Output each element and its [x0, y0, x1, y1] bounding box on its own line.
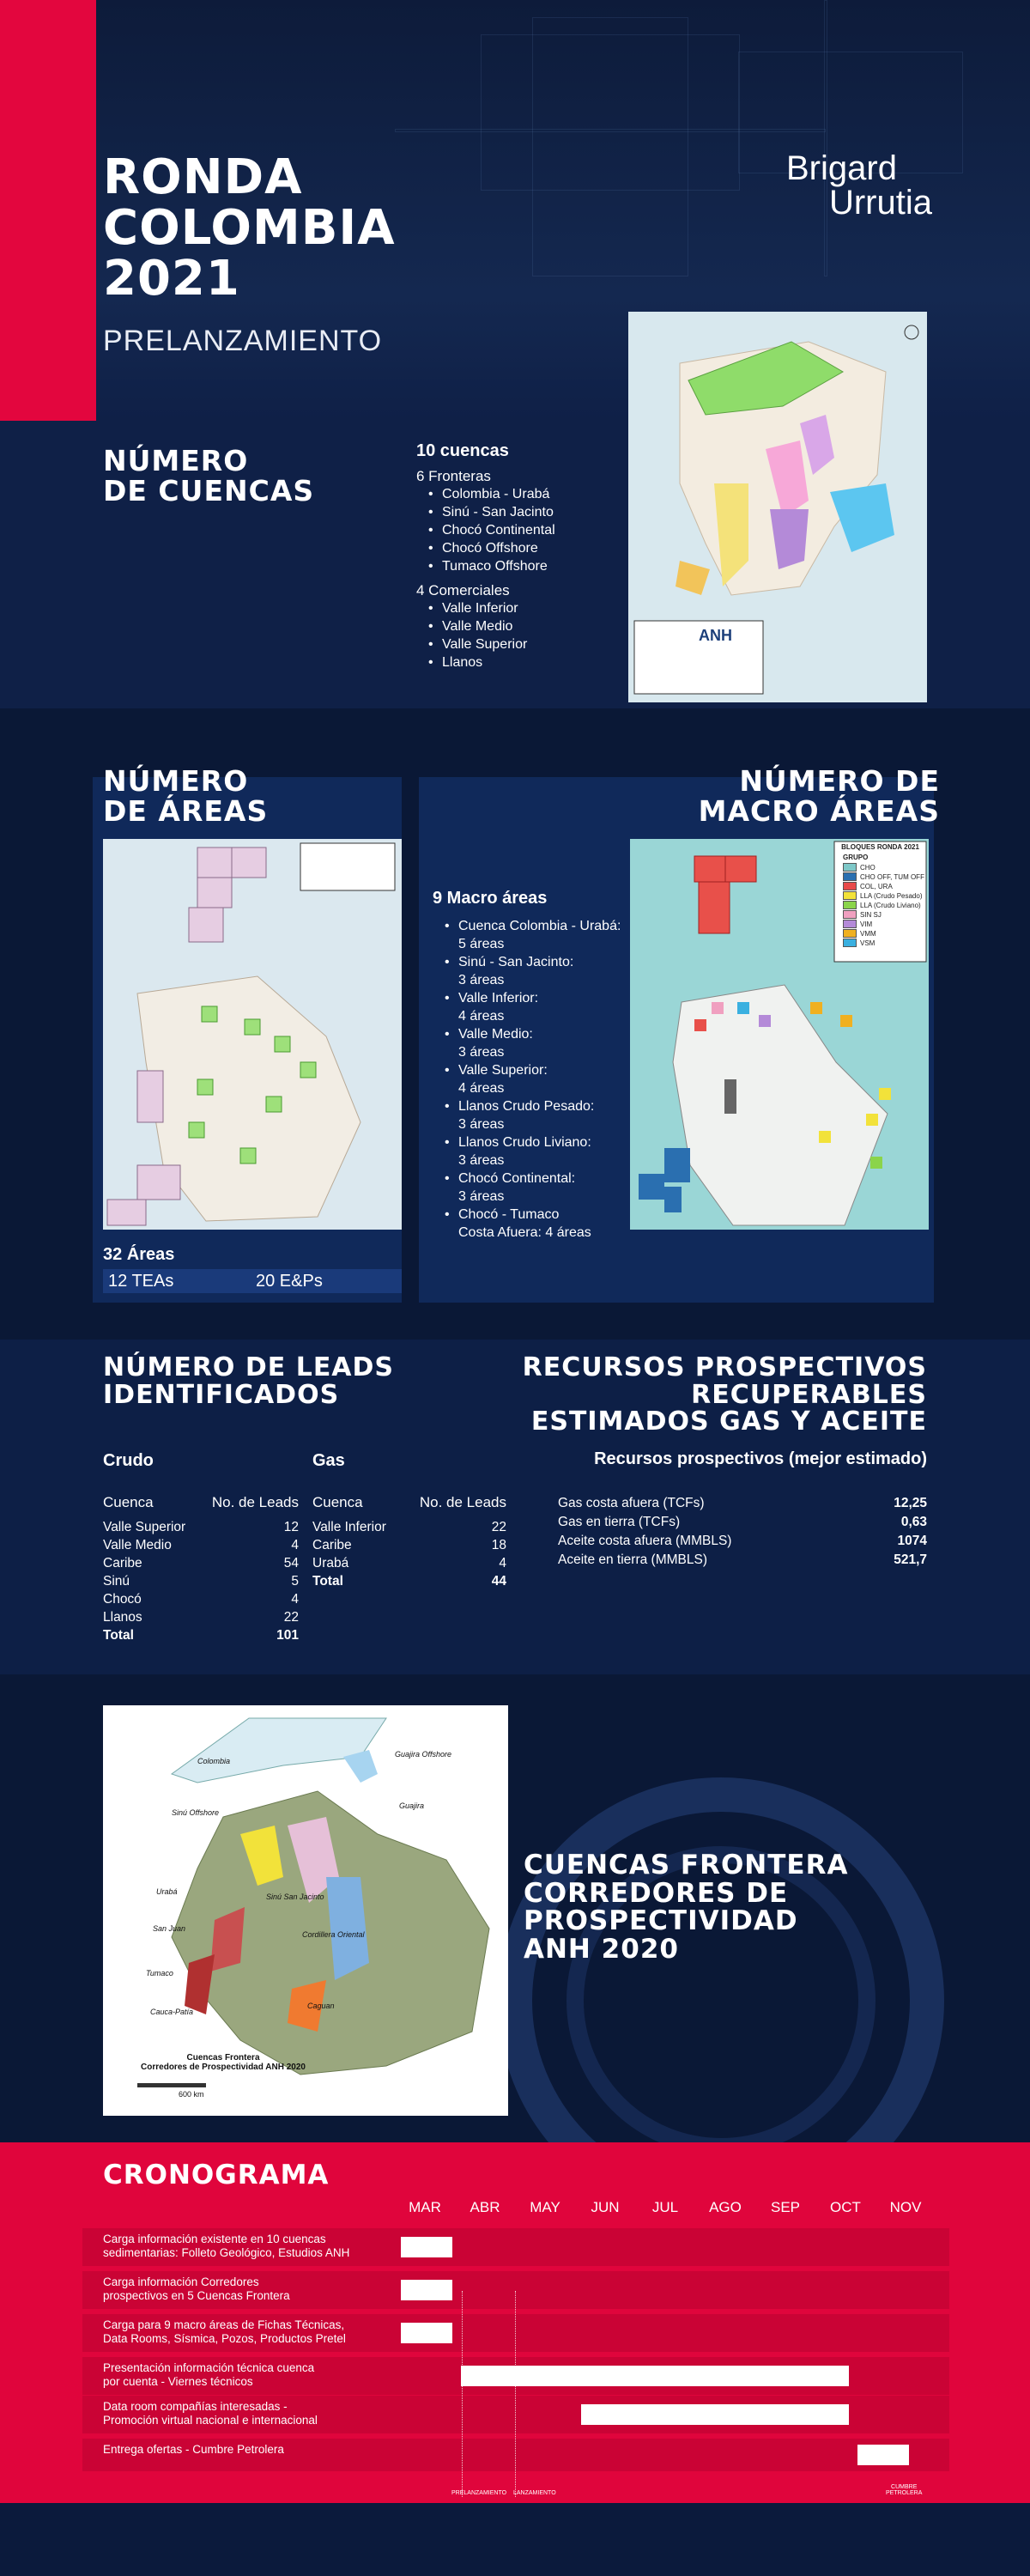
heading-line: NÚMERO DE — [739, 764, 940, 798]
heading-line: DE CUENCAS — [103, 473, 315, 507]
legend-swatch — [843, 920, 857, 928]
macro-area-name: • Valle Medio: — [458, 1027, 533, 1042]
macro-area-item — [433, 953, 630, 989]
map-label: San Juan — [153, 1924, 186, 1933]
leads-section — [0, 1340, 1030, 1674]
crudo-rows — [103, 1518, 299, 1644]
gantt-row — [82, 2396, 949, 2433]
label-line: Entrega ofertas - Cumbre Petrolera — [103, 2443, 284, 2456]
heading-line: CORREDORES DE — [524, 1877, 789, 1909]
leads-heading — [103, 1354, 394, 1408]
macro-area-item — [433, 1061, 630, 1097]
macro-list-items — [433, 917, 630, 1242]
legend-items — [836, 863, 924, 947]
label-line: Carga para 9 macro áreas de Fichas Técnicas, — [103, 2318, 345, 2331]
macro-area-name: • Valle Superior: — [458, 1063, 548, 1078]
areas-heading — [103, 764, 269, 828]
commercial-list — [416, 599, 614, 671]
label-line: Presentación información técnica cuenca — [103, 2361, 315, 2374]
macro-area-name: • Valle Inferior: — [458, 991, 539, 1005]
macro-area-name: • Llanos Crudo Liviano: — [458, 1135, 591, 1150]
label-line: Carga información Corredores — [103, 2275, 259, 2288]
map-label: Cordillera Oriental — [302, 1930, 365, 1939]
basin-name: Sinú — [103, 1574, 130, 1589]
basins-total: 10 cuencas — [416, 441, 509, 460]
basin-name: Chocó — [103, 1592, 142, 1607]
label-line: Data Rooms, Sísmica, Pozos, Productos Pretel — [103, 2332, 346, 2345]
cronograma-title: CRONOGRAMA — [103, 2160, 330, 2190]
legend-item — [843, 863, 924, 872]
table-total-row — [103, 1626, 299, 1644]
total-label: Total — [312, 1574, 343, 1589]
background-decoration — [532, 17, 688, 276]
macro-area-count: 5 áreas — [458, 937, 505, 951]
section-divider — [0, 1305, 1030, 1340]
macro-area-count: 3 áreas — [458, 1189, 505, 1204]
legend-label: VMM — [860, 929, 876, 938]
total-value: 44 — [491, 1574, 506, 1589]
col-leads: No. de Leads — [419, 1494, 506, 1510]
gantt-row — [82, 2271, 949, 2309]
gantt-bar — [401, 2323, 452, 2343]
brand-line: Brigard — [786, 149, 897, 187]
heading-line: DE ÁREAS — [103, 793, 269, 828]
basin-name: Valle Medio — [103, 1538, 172, 1552]
lead-count: 4 — [291, 1538, 299, 1552]
gantt-row-label — [103, 2318, 429, 2346]
month-label: JUL — [651, 2199, 679, 2215]
basin-name: Caribe — [103, 1556, 142, 1571]
lead-count: 4 — [499, 1556, 506, 1571]
legend-swatch — [843, 910, 857, 919]
gantt-row-label — [103, 2400, 429, 2427]
areas-map-graphic — [103, 839, 402, 1230]
resource-row — [558, 1532, 927, 1551]
basin-name: Urabá — [312, 1556, 349, 1571]
table-row — [103, 1572, 299, 1590]
macro-area-item — [433, 1206, 630, 1242]
macro-area-name: • Chocó - Tumaco — [458, 1207, 560, 1222]
month-label: ABR — [470, 2199, 500, 2215]
resource-name: Gas costa afuera (TCFs) — [558, 1496, 705, 1510]
milestone-line-text: CUMBRE — [891, 2484, 918, 2490]
resource-value: 1074 — [897, 1534, 927, 1548]
month-label: MAR — [409, 2199, 441, 2215]
legend-label: CHO — [860, 863, 876, 872]
crudo-header — [103, 1494, 299, 1511]
label-line: Data room compañías interesadas - — [103, 2400, 288, 2413]
areas-total: 32 Áreas — [103, 1245, 175, 1264]
background-decoration — [395, 129, 826, 132]
background-decoration — [824, 0, 827, 276]
table-row — [103, 1536, 299, 1554]
teas-count: 12 TEAs — [108, 1272, 174, 1291]
frontier-basin-item: • Chocó Continental — [416, 521, 614, 539]
brand-line: Urrutia — [828, 184, 932, 222]
table-row — [312, 1518, 506, 1536]
caption-line: Cuencas Frontera — [186, 2053, 260, 2063]
legend-swatch — [843, 891, 857, 900]
resource-name: Gas en tierra (TCFs) — [558, 1515, 681, 1529]
anh-logo: ANH — [699, 627, 732, 644]
map-label: Tumaco — [146, 1969, 173, 1978]
table-row — [103, 1518, 299, 1536]
heading-line: MACRO ÁREAS — [698, 793, 940, 828]
legend-swatch — [843, 929, 857, 938]
month-label: AGO — [709, 2199, 742, 2215]
macro-total: 9 Macro áreas — [433, 889, 548, 908]
commercial-title: 4 Comerciales — [416, 582, 510, 598]
basin-name: Llanos — [103, 1610, 142, 1625]
basins-section — [0, 421, 1030, 708]
lead-count: 5 — [291, 1574, 299, 1589]
total-value: 101 — [276, 1628, 299, 1643]
macro-panel — [419, 764, 940, 1303]
legend-label: LLA (Crudo Pesado) — [860, 891, 923, 900]
macro-area-count: 4 áreas — [458, 1081, 505, 1096]
resource-value: 0,63 — [900, 1515, 927, 1529]
heading-line: NÚMERO DE LEADS — [103, 1352, 395, 1382]
milestone-line-text: PETROLERA — [886, 2490, 923, 2496]
lead-count: 12 — [283, 1520, 299, 1534]
macro-area-item — [433, 1133, 630, 1170]
map-label: Urabá — [156, 1887, 178, 1896]
map-label: Cauca-Patía — [150, 2008, 194, 2016]
basins-map — [628, 312, 927, 702]
areas-map — [103, 839, 402, 1230]
milestone-cumbre — [886, 2484, 922, 2496]
basin-name: Valle Inferior — [312, 1520, 386, 1534]
resources-heading — [523, 1354, 927, 1436]
gantt-row-label — [103, 2275, 429, 2303]
macro-area-item — [433, 1025, 630, 1061]
col-basin: Cuenca — [103, 1494, 154, 1510]
label-line: por cuenta - Viernes técnicos — [103, 2375, 253, 2388]
macro-area-item — [433, 1097, 630, 1133]
col-leads: No. de Leads — [211, 1494, 299, 1510]
gantt-row — [82, 2228, 949, 2266]
gas-header — [312, 1494, 506, 1511]
map-label: Colombia — [197, 1757, 231, 1765]
frontier-heading — [524, 1851, 848, 1963]
frontier-basin-item: • Tumaco Offshore — [416, 557, 614, 575]
month-label: MAY — [530, 2199, 560, 2215]
footer — [0, 2503, 1030, 2576]
macro-area-count: 3 áreas — [458, 1117, 505, 1132]
lead-count: 22 — [283, 1610, 299, 1625]
legend-item — [843, 929, 924, 938]
legend-label: COL, URA — [860, 882, 893, 890]
caption-line: Corredores de Prospectividad ANH 2020 — [141, 2063, 306, 2072]
basin-name: Caribe — [312, 1538, 352, 1552]
gantt-bar — [401, 2280, 452, 2300]
basins-map-graphic — [628, 312, 927, 702]
resource-name: Aceite costa afuera (MMBLS) — [558, 1534, 732, 1548]
milestone-lanzamiento: LANZAMIENTO — [513, 2490, 556, 2496]
heading-line: IDENTIFICADOS — [103, 1379, 340, 1410]
legend-item — [843, 901, 924, 909]
gantt-row-label — [103, 2361, 429, 2389]
resources-table — [558, 1494, 927, 1570]
gantt-row — [82, 2357, 949, 2395]
gas-rows — [312, 1518, 506, 1590]
lead-count: 4 — [291, 1592, 299, 1607]
legend-title: BLOQUES RONDA 2021 — [841, 843, 919, 851]
legend-swatch — [843, 863, 857, 872]
table-row — [103, 1554, 299, 1572]
basins-list — [416, 441, 614, 671]
resources-subtitle: Recursos prospectivos (mejor estimado) — [594, 1449, 927, 1468]
macro-legend — [836, 843, 924, 948]
frontier-basin-item: • Chocó Offshore — [416, 539, 614, 557]
legend-swatch — [843, 872, 857, 881]
legend-item — [843, 872, 924, 881]
subtitle: PRELANZAMIENTO — [103, 325, 383, 357]
legend-swatch — [843, 882, 857, 890]
accent-bar — [0, 0, 96, 421]
frontier-map — [103, 1705, 508, 2116]
gantt-bar — [857, 2445, 909, 2465]
table-row — [312, 1536, 506, 1554]
heading-line: NÚMERO — [103, 444, 249, 477]
areas-panel — [93, 764, 402, 1303]
total-label: Total — [103, 1628, 134, 1643]
milestone-line — [515, 2291, 516, 2497]
legend-swatch — [843, 939, 857, 947]
gantt-bar — [581, 2404, 849, 2425]
label-line: sedimentarias: Folleto Geológico, Estudios ANH — [103, 2246, 350, 2259]
legend-label: LLA (Crudo Liviano) — [860, 901, 921, 909]
macro-area-item — [433, 989, 630, 1025]
gantt-row — [82, 2314, 949, 2352]
milestone-line — [462, 2291, 463, 2497]
resource-value: 521,7 — [894, 1552, 927, 1567]
month-label: OCT — [830, 2199, 861, 2215]
areas-breakdown-bar — [103, 1269, 402, 1293]
frontier-basin-item: • Colombia - Urabá — [416, 485, 614, 503]
legend-item — [843, 910, 924, 919]
legend-label: SIN SJ — [860, 910, 882, 919]
macro-area-count: Costa Afuera: 4 áreas — [458, 1225, 591, 1240]
legend-group: GRUPO — [843, 854, 869, 861]
crudo-table — [103, 1494, 299, 1644]
heading-line: ANH 2020 — [524, 1933, 679, 1965]
map-label: Sinú Offshore — [172, 1808, 220, 1817]
commercial-basin-item: • Llanos — [416, 653, 614, 671]
title-line: 2021 — [103, 250, 240, 307]
resource-row — [558, 1494, 927, 1513]
eps-count: 20 E&Ps — [256, 1272, 323, 1291]
label-line: prospectivos en 5 Cuencas Frontera — [103, 2289, 290, 2302]
commercial-basin-item: • Valle Superior — [416, 635, 614, 653]
heading-line: ESTIMADOS GAS Y ACEITE — [530, 1406, 927, 1437]
crudo-title: Crudo — [103, 1451, 154, 1470]
cronograma-section — [0, 2142, 1030, 2503]
gas-table — [312, 1494, 506, 1590]
table-total-row — [312, 1572, 506, 1590]
map-label: Caguan — [307, 2002, 335, 2010]
table-row — [103, 1608, 299, 1626]
frontier-section — [0, 1674, 1030, 2142]
macro-area-count: 3 áreas — [458, 973, 505, 987]
macro-area-name: • Cuenca Colombia - Urabá: — [458, 919, 621, 933]
legend-item — [843, 939, 924, 947]
resource-row — [558, 1513, 927, 1532]
gantt-row-label — [103, 2233, 429, 2260]
commercial-basin-item: • Valle Inferior — [416, 599, 614, 617]
frontier-basin-item: • Sinú - San Jacinto — [416, 503, 614, 521]
gantt-row — [82, 2439, 949, 2471]
legend-label: VIM — [860, 920, 873, 928]
macro-area-name: • Llanos Crudo Pesado: — [458, 1099, 595, 1114]
legend-label: VSM — [860, 939, 876, 947]
resource-name: Aceite en tierra (MMBLS) — [558, 1552, 707, 1567]
gantt-bar — [461, 2366, 849, 2386]
brand-logo — [786, 151, 932, 220]
heading-line: RECURSOS PROSPECTIVOS — [522, 1352, 927, 1382]
areas-section — [0, 764, 1030, 1305]
title-line: COLOMBIA — [103, 199, 396, 256]
label-line: Promoción virtual nacional e internacional — [103, 2414, 318, 2427]
resource-row — [558, 1551, 927, 1570]
table-row — [103, 1590, 299, 1608]
frontier-list — [416, 485, 614, 575]
legend-label: CHO OFF, TUM OFF — [860, 872, 924, 881]
macro-area-count: 4 áreas — [458, 1009, 505, 1024]
gantt-bar — [401, 2237, 452, 2257]
label-line: Carga información existente en 10 cuencas — [103, 2233, 326, 2245]
milestone-prelanzamiento: PRELANZAMIENTO — [451, 2490, 507, 2496]
macro-area-count: 3 áreas — [458, 1153, 505, 1168]
map-scale: 600 km — [179, 2090, 204, 2099]
map-label: Guajira Offshore — [395, 1750, 452, 1759]
map-label: Guajira — [399, 1801, 425, 1810]
commercial-basin-item: • Valle Medio — [416, 617, 614, 635]
map-label: Sinú San Jacinto — [266, 1893, 324, 1901]
gantt-row-label — [103, 2443, 429, 2457]
macro-map — [630, 839, 929, 1230]
macro-area-count: 3 áreas — [458, 1045, 505, 1060]
legend-item — [843, 891, 924, 900]
frontier-title: 6 Fronteras — [416, 468, 491, 484]
macro-list — [433, 889, 630, 1242]
lead-count: 54 — [283, 1556, 299, 1571]
macro-area-item — [433, 1170, 630, 1206]
basin-name: Valle Superior — [103, 1520, 186, 1534]
heading-line: CUENCAS FRONTERA — [524, 1850, 849, 1880]
legend-item — [843, 920, 924, 928]
resource-value: 12,25 — [894, 1496, 927, 1510]
basins-heading — [103, 444, 315, 507]
month-label: NOV — [889, 2199, 922, 2215]
gas-title: Gas — [312, 1451, 345, 1470]
macro-area-item — [433, 917, 630, 953]
heading-line: PROSPECTIVIDAD — [524, 1905, 798, 1937]
macro-area-name: • Chocó Continental: — [458, 1171, 576, 1186]
heading-line: NÚMERO — [103, 764, 249, 798]
frontier-map-caption — [137, 2053, 309, 2072]
main-title — [103, 149, 396, 307]
heading-line: RECUPERABLES — [691, 1379, 927, 1410]
month-label: JUN — [591, 2199, 620, 2215]
col-basin: Cuenca — [312, 1494, 363, 1510]
month-label: SEP — [770, 2199, 801, 2215]
title-line: RONDA — [103, 149, 303, 205]
legend-item — [843, 882, 924, 890]
legend-swatch — [843, 901, 857, 909]
macro-area-name: • Sinú - San Jacinto: — [458, 955, 574, 969]
macro-heading — [698, 764, 940, 828]
lead-count: 22 — [491, 1520, 506, 1534]
lead-count: 18 — [491, 1538, 506, 1552]
table-row — [312, 1554, 506, 1572]
